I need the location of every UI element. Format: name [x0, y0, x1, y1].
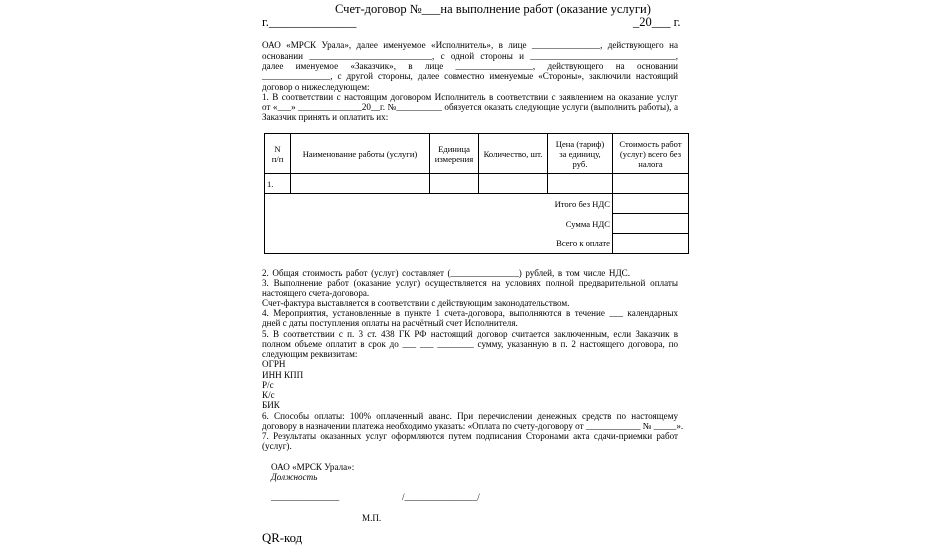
stamp-label: М.П. — [362, 513, 382, 523]
clause-line: 6. Способы оплаты: 100% оплаченный аванс. При перечислении денежных средств по настоящему — [262, 411, 678, 421]
signature-line: _______________ — [271, 492, 340, 502]
requisite-label: БИК — [262, 400, 280, 410]
clause-line: 4. Мероприятия, установленные в пункте 1 счета-договора, выполняются в течение ___ календарных — [262, 308, 678, 318]
column-header: Количество, шт. — [479, 134, 548, 174]
requisite-label: К/с — [262, 390, 275, 400]
clause-line: договору в назначении платежа необходимо указать: «Оплата по счету-договору от ____________ № _____». — [262, 421, 684, 431]
signature-name-line: /________________/ — [402, 492, 480, 502]
clause-line: Счет-фактура выставляется в соответствии с действующим законодательством. — [262, 298, 570, 308]
clause-1-line: от «___» ______________20__г. №__________ обязуется оказать следующие услуги (выполнить работы), а — [262, 102, 678, 112]
requisite-label: ОГРН — [262, 359, 286, 369]
total-row — [265, 214, 689, 234]
clause-line: 3. Выполнение работ (оказание услуг) осуществляется на условиях полной предварительной оплаты — [262, 278, 678, 288]
clause-line: полном объеме оплатит в срок до ___ ___ ________ сумму, указанную в п. 2 настоящего договора, по — [262, 339, 678, 349]
clause-1-line: Заказчик принять и оплатить их: — [262, 112, 389, 122]
clause-line: (услуг). — [262, 441, 292, 451]
table-cell — [430, 174, 479, 194]
clause-line: дней с даты поступления оплаты на расчётный счет Исполнителя. — [262, 318, 518, 328]
clause-line: настоящего счета-договора. — [262, 288, 370, 298]
column-header: Стоимость работ (услуг) всего без налога — [613, 134, 689, 174]
total-label: Всего к оплате — [265, 234, 613, 254]
intro-line: ОАО «МРСК Урала», далее именуемое «Исполнитель», в лице _______________, действующего на — [262, 40, 678, 50]
clause-line: 5. В соответствии с п. 3 ст. 438 ГК РФ настоящий договор считается заключенным, если Заказчик в — [262, 329, 678, 339]
total-row — [265, 234, 689, 254]
clause-1-line: 1. В соответствии с настоящим договором Исполнитель в соответствии с заявлением на оказание услуг — [262, 92, 678, 102]
requisite-label: ИНН КПП — [262, 370, 304, 380]
total-label: Итого без НДС — [265, 194, 613, 214]
column-header: N п/п — [265, 134, 291, 174]
intro-line: далее именуемое «Заказчик», в лице _________________, действующего на основании — [262, 61, 678, 71]
requisite-label: Р/с — [262, 380, 274, 390]
column-header: Единица измерения — [430, 134, 479, 174]
clause-line: 7. Результаты оказанных услуг оформляются путем подписания Сторонами акта сдачи-приемки работ — [262, 431, 678, 441]
total-row — [265, 194, 689, 214]
total-label: Сумма НДС — [265, 214, 613, 234]
row-number: 1. — [265, 174, 291, 194]
table-cell — [613, 174, 689, 194]
column-header: Наименование работы (услуги) — [291, 134, 430, 174]
signature-org: ОАО «МРСК Урала»: — [271, 462, 355, 472]
date-line: _20___ г. — [633, 15, 681, 29]
clause-line: следующим реквизитам: — [262, 349, 358, 359]
intro-line: договор о нижеследующем: — [262, 82, 370, 92]
table-row — [265, 174, 689, 194]
total-value-cell — [613, 214, 689, 234]
intro-line: _______________, с другой стороны, далее совместно именуемые «Стороны», заключили настоящий — [262, 71, 678, 81]
intro-line: основании ___________________________, с одной стороны и ________________________________, — [262, 51, 678, 61]
table-cell — [548, 174, 613, 194]
clause-line: 2. Общая стоимость работ (услуг) составляет (_______________) рублей, в том числе НДС. — [262, 268, 630, 278]
total-value-cell — [613, 194, 689, 214]
table-cell — [291, 174, 430, 194]
table-cell — [479, 174, 548, 194]
services-table — [264, 133, 689, 254]
table-header-row — [265, 134, 689, 174]
qr-code-label: QR-код — [262, 531, 303, 545]
column-header: Цена (тариф) за единицу, руб. — [548, 134, 613, 174]
document-title: Счет-договор №___на выполнение работ (оказание услуги) — [335, 2, 651, 16]
total-value-cell — [613, 234, 689, 254]
signature-position: Должность — [271, 472, 318, 482]
city-line: г.______________ — [262, 15, 357, 29]
